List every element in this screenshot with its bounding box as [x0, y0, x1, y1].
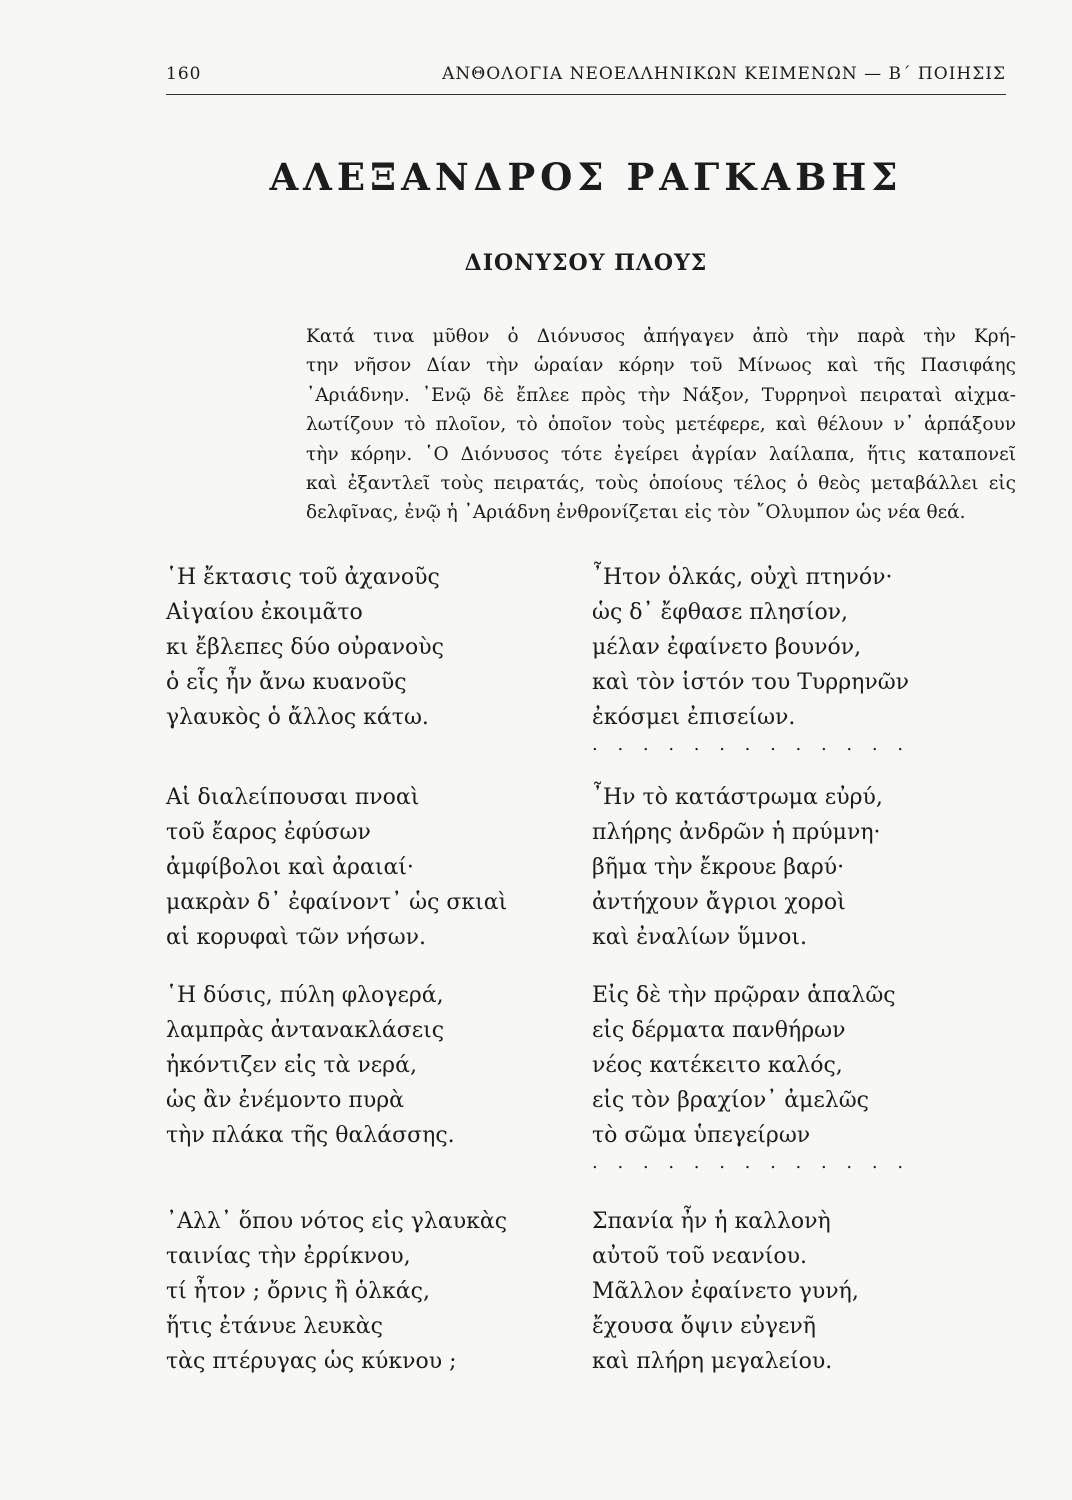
stanza-right-3 [592, 978, 1002, 1173]
verse-line: ἥτις ἐτάνυε λευκὰς [166, 1314, 383, 1339]
verse-line: ἐκόσμει ἐπισείων. [592, 705, 796, 730]
stanza-left-1 [166, 560, 576, 735]
verse-line: τί ἦτον ; ὄρνις ἢ ὁλκάς, [166, 1279, 430, 1304]
verse-line: Αἰγαίου ἐκοιμᾶτο [166, 600, 363, 625]
verse-line: λαμπρὰς ἀντανακλάσεις [166, 1018, 445, 1043]
verse-line: ἠκόντιζεν εἰς τὰ νερά, [166, 1053, 417, 1078]
page-number: 160 [166, 64, 202, 84]
verse-line: πλήρης ἀνδρῶν ἡ πρύμνη· [592, 820, 881, 845]
stanza-right-1 [592, 560, 1002, 755]
stanza-left-2 [166, 780, 576, 955]
poem-title: ΔΙΟΝΥΣΟΥ ΠΛΟΥΣ [464, 250, 708, 276]
verse-line: ἔχουσα ὄψιν εὐγενῆ [592, 1314, 816, 1339]
verse-line: καὶ τὸν ἱστόν του Τυρρηνῶν [592, 670, 910, 695]
verse-line: ταινίας τὴν ἐρρίκνου, [166, 1244, 411, 1269]
verse-line: μακρὰν δ᾿ ἐφαίνοντ᾿ ὡς σκιαὶ [166, 890, 508, 915]
author-name: ΑΛΕΞΑΝΔΡΟΣ ΡΑΓΚΑΒΗΣ [269, 155, 903, 199]
verse-line: Εἰς δὲ τὴν πρῷραν ἁπαλῶς [592, 983, 896, 1008]
verse-line: τὸ σῶμα ὑπεγείρων [592, 1123, 811, 1148]
verse-line: εἰς τὸν βραχίον᾿ ἀμελῶς [592, 1088, 869, 1113]
verse-line: καὶ ἐναλίων ὕμνοι. [592, 925, 808, 950]
verse-line: αὐτοῦ τοῦ νεανίου. [592, 1244, 808, 1269]
verse-line: ὁ εἷς ἦν ἄνω κυανοῦς [166, 670, 407, 695]
verse-line: τὰς πτέρυγας ὡς κύκνου ; [166, 1349, 457, 1374]
verse-line: ῏Ητον ὁλκάς, οὐχὶ πτηνόν· [592, 565, 893, 590]
page-header [166, 62, 1006, 92]
verse-line: καὶ πλήρη μεγαλείου. [592, 1349, 833, 1374]
verse-line: ὡς δ᾿ ἔφθασε πλησίον, [592, 600, 849, 625]
verse-line: ᾿Αλλ᾿ ὅπου νότος εἰς γλαυκὰς [166, 1209, 508, 1234]
ellipsis-row: . . . . . . . . . . . . . [592, 1152, 911, 1173]
running-head: ΑΝΘΟΛΟΓΙΑ ΝΕΟΕΛΛΗΝΙΚΩΝ ΚΕΙΜΕΝΩΝ — Β΄ ΠΟΙΗΣΙΣ [442, 64, 1006, 84]
intro-line: την νῆσον Δίαν τὴν ὡραίαν κόρην τοῦ Μίνωος καὶ τῆς Πασιφάης [306, 355, 1016, 377]
verse-line: ῾Η δύσις, πύλη φλογερά, [166, 983, 444, 1008]
verse-line: Σπανία ἦν ἡ καλλονὴ [592, 1209, 831, 1234]
verse-line: μέλαν ἐφαίνετο βουνόν, [592, 635, 862, 660]
intro-line: καὶ ἐξαντλεῖ τοὺς πειρατάς, τοὺς ὁποίους τέλος ὁ θεὸς μεταβάλλει εἰς [306, 473, 1016, 495]
intro-line: Κατά τινα μῦθον ὁ Διόνυσος ἀπήγαγεν ἀπὸ τὴν παρὰ τὴν Κρή- [306, 326, 1016, 347]
verse-line: νέος κατέκειτο καλός, [592, 1053, 843, 1078]
verse-line: ὡς ἂν ἐνέμοντο πυρὰ [166, 1088, 405, 1113]
verse-line: αἱ κορυφαὶ τῶν νήσων. [166, 925, 427, 950]
verse-line: ἀμφίβολοι καὶ ἀραιαί· [166, 855, 414, 880]
header-rule [166, 94, 1006, 95]
verse-line: τοῦ ἔαρος ἐφύσων [166, 820, 371, 845]
verse-line: εἰς δέρματα πανθήρων [592, 1018, 846, 1043]
intro-line: δελφῖνας, ἐνῷ ἡ ᾿Αριάδνη ἐνθρονίζεται εἰς τὸν ῎Ολυμπον ὡς νέα θεά. [306, 502, 966, 524]
verse-line: ῏Ην τὸ κατάστρωμα εὐρύ, [592, 785, 883, 810]
stanza-right-2 [592, 780, 1002, 955]
verse-line: Μᾶλλον ἐφαίνετο γυνή, [592, 1279, 859, 1304]
intro-line: ᾿Αριάδνην. ᾿Ενῷ δὲ ἔπλεε πρὸς τὴν Νάξον, Τυρρηνοὶ πειραταὶ αἰχμα- [306, 384, 1016, 406]
verse-line: βῆμα τὴν ἔκρουε βαρύ· [592, 855, 845, 880]
verse-line: γλαυκὸς ὁ ἄλλος κάτω. [166, 705, 429, 730]
intro-paragraph [306, 322, 1016, 528]
stanza-left-3 [166, 978, 576, 1153]
intro-line: λωτίζουν τὸ πλοῖον, τὸ ὁποῖον τοὺς μετέφερε, καὶ θέλουν ν᾿ ἁρπάξουν [306, 414, 1016, 436]
verse-line: ἀντήχουν ἄγριοι χοροὶ [592, 890, 846, 915]
verse-line: κι ἔβλεπες δύο οὐρανοὺς [166, 635, 444, 660]
ellipsis-row: . . . . . . . . . . . . . [592, 734, 911, 755]
verse-line: Αἱ διαλείπουσαι πνοαὶ [166, 785, 420, 810]
stanza-left-4 [166, 1204, 576, 1379]
verse-line: ῾Η ἔκτασις τοῦ ἀχανοῦς [166, 565, 440, 590]
intro-line: τὴν κόρην. ῾Ο Διόνυσος τότε ἐγείρει ἀγρίαν λαίλαπα, ἥτις καταπονεῖ [306, 443, 1016, 465]
stanza-right-4 [592, 1204, 1002, 1379]
verse-line: τὴν πλάκα τῆς θαλάσσης. [166, 1123, 455, 1148]
